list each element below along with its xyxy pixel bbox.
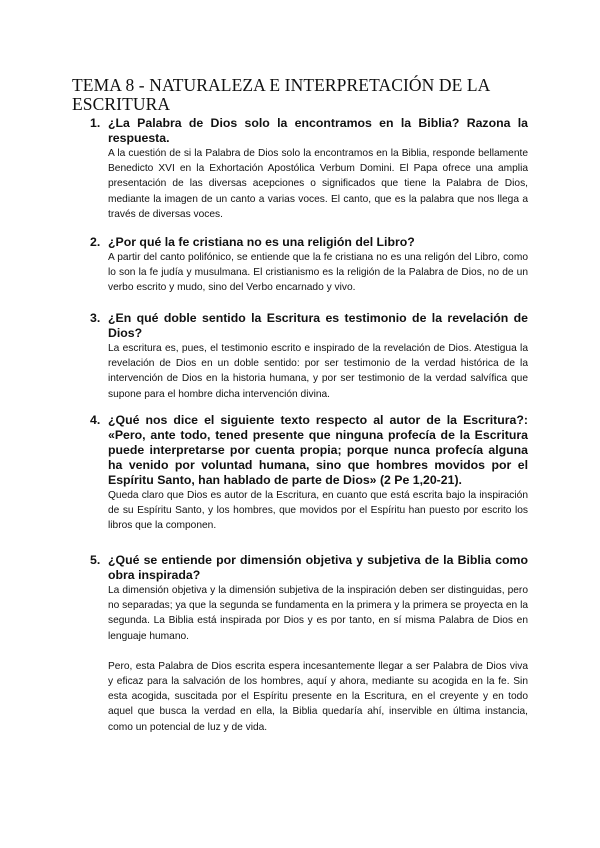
question-number: 1. xyxy=(90,116,101,130)
question-heading xyxy=(90,116,528,146)
answer-text: La escritura es, pues, el testimonio escrito e inspirado de la revelación de Dios. Atestigua la revelación de Dios en un doble sentido: por ser testimonio de la verdad histórica de la intervención de Dios en la historia humana, y por ser testimonio de la verdad salvífica que supone para el hombre dicha intervención divina. xyxy=(108,343,528,400)
answer-text: A la cuestión de si la Palabra de Dios solo la encontramos en la Biblia, responde bellamente Benedicto XVI en la Exhortación Apostólica Verbum Domini. El Papa ofrece una amplia presentación de las diversas acepciones o significados que tiene la Palabra de Dios, mediante la imagen de un canto a varias voces. El canto, que es la palabra que nos llega a través de diversas voces. xyxy=(108,148,528,220)
question-block-3 xyxy=(90,311,528,402)
question-text: ¿En qué doble sentido la Escritura es testimonio de la revelación de Dios? xyxy=(108,311,528,340)
answer-text-continued: Pero, esta Palabra de Dios escrita espera incesantemente llegar a ser Palabra de Dios viva y eficaz para la salvación de los hombres, aquí y ahora, mediante su acogida en la fe. Sin esta acogida, suscitada por el Espíritu presente en la Escritura, en el creyente y en todo aquel que busca la verdad en ella, la Biblia quedaría ahí, inservible en última instancia, como un potencial de luz y de vida. xyxy=(108,660,528,733)
question-number: 4. xyxy=(90,413,101,427)
question-block-1 xyxy=(90,116,528,222)
question-block-5 xyxy=(90,553,528,735)
answer-text: Queda claro que Dios es autor de la Escritura, en cuanto que está escrita bajo la inspiración de su Espíritu Santo, y los hombres, que movidos por el Espíritu han puesto por escrito los libros que la componen. xyxy=(108,490,528,532)
question-heading xyxy=(90,311,528,341)
question-heading xyxy=(90,413,528,488)
question-heading xyxy=(90,553,528,583)
question-heading xyxy=(90,235,528,250)
question-number: 3. xyxy=(90,311,101,325)
question-text: ¿Por qué la fe cristiana no es una religión del Libro? xyxy=(108,235,415,249)
question-block-4 xyxy=(90,413,528,534)
question-block-2 xyxy=(90,235,528,296)
question-text: ¿La Palabra de Dios solo la encontramos en la Biblia? Razona la respuesta. xyxy=(108,116,528,145)
answer-text: La dimensión objetiva y la dimensión subjetiva de la inspiración deben ser distinguidas, pero no separadas; ya que la segunda se fundamenta en la primera y la primera se proyecta en la segunda. La Biblia está inspirada por Dios y es por tanto, en sí misma Palabra de Dios en lenguaje humano. xyxy=(108,585,528,642)
document-title: TEMA 8 - NATURALEZA E INTERPRETACIÓN DE LA ESCRITURA xyxy=(72,75,490,114)
question-text: ¿Qué nos dice el siguiente texto respecto al autor de la Escritura?: «Pero, ante todo, tened presente que ninguna profecía de la Escritura puede interpretarse por cuenta propia; porque nunca profecía alguna ha venido por voluntad humana, sino que hombres movidos por el Espíritu Santo, han hablado de parte de Dios» (2 Pe 1,20-21). xyxy=(108,413,528,487)
question-text: ¿Qué se entiende por dimensión objetiva y subjetiva de la Biblia como obra inspirada? xyxy=(108,553,528,582)
question-number: 5. xyxy=(90,553,101,567)
answer-text: A partir del canto polifónico, se entiende que la fe cristiana no es una religón del Libro, como lo son la fe judía y musulmana. El cristianismo es la religión de la Palabra de Dios, no de un verbo escrito y mudo, sino del Verbo encarnado y vivo. xyxy=(108,252,528,294)
question-number: 2. xyxy=(90,235,101,249)
